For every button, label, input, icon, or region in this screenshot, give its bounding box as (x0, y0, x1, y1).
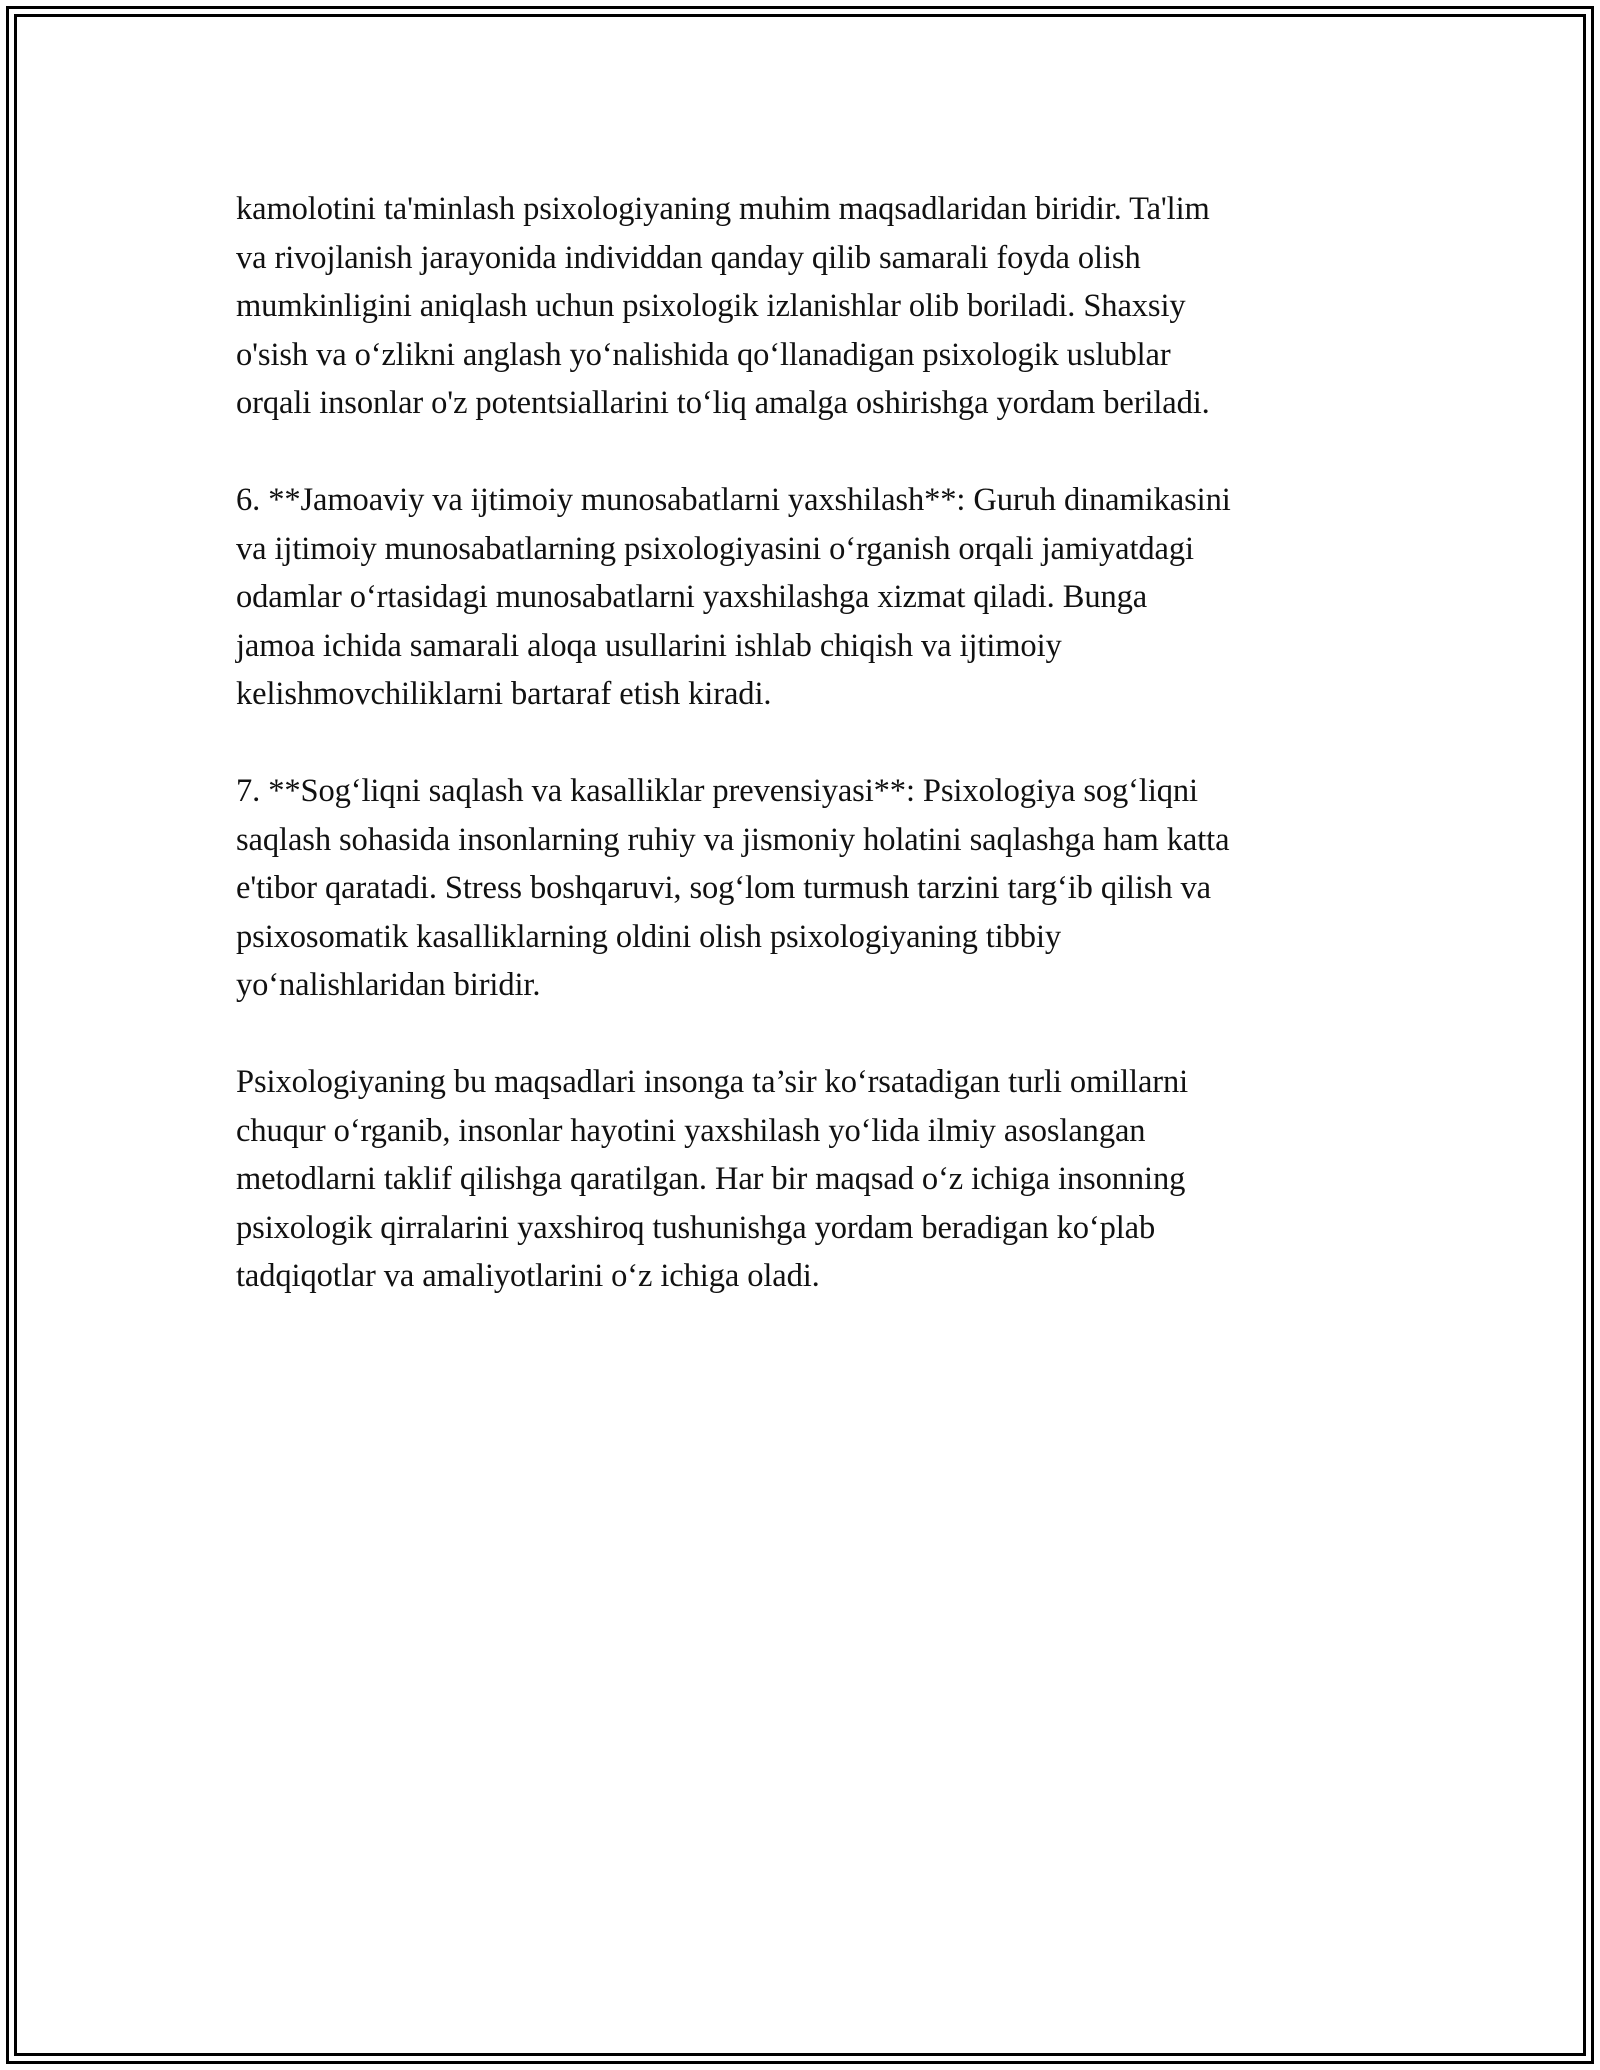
paragraph-intro-continuation: kamolotini ta'minlash psixologiyaning muhim maqsadlaridan biridir. Ta'lim va rivojlanish jarayonida individdan qanday qilib samarali foyda olish mumkinligini aniqlash uchun psixologik izlanishlar olib boriladi. Shaxsiy o'sish va o‘zlikni anglash yo‘nalishida qo‘llanadigan psixologik uslublar orqali insonlar o'z potentsiallarini to‘liq amalga oshirishga yordam beriladi. (236, 191, 1210, 421)
paragraph-conclusion: Psixologiyaning bu maqsadlari insonga ta’sir ko‘rsatadigan turli omillarni chuqur o‘rganib, insonlar hayotini yaxshilash yo‘lida ilmiy asoslangan metodlarni taklif qilishga qaratilgan. Har bir maqsad o‘z ichiga insonning psixologik qirralarini yaxshiroq tushunishga yordam beradigan ko‘plab tadqiqotlar va amaliyotlarini o‘z ichiga oladi. (236, 1064, 1189, 1294)
document-body (236, 185, 1386, 1349)
paragraph-item-6: 6. **Jamoaviy va ijtimoiy munosabatlarni yaxshilash**: Guruh dinamikasini va ijtimoiy munosabatlarning psixologiyasini o‘rganish orqali jamiyatdagi odamlar o‘rtasidagi munosabatlarni yaxshilashga xizmat qiladi. Bunga jamoa ichida samarali aloqa usullarini ishlab chiqish va ijtimoiy kelishmovchiliklarni bartaraf etish kiradi. (236, 482, 1231, 712)
paragraph-item-7: 7. **Sog‘liqni saqlash va kasalliklar prevensiyasi**: Psixologiya sog‘liqni saqlash sohasida insonlarning ruhiy va jismoniy holatini saqlashga ham katta e'tibor qaratadi. Stress boshqaruvi, sog‘lom turmush tarzini targ‘ib qilish va psixosomatik kasalliklarning oldini olish psixologiyaning tibbiy yo‘nalishlaridan biridir. (236, 773, 1230, 1003)
